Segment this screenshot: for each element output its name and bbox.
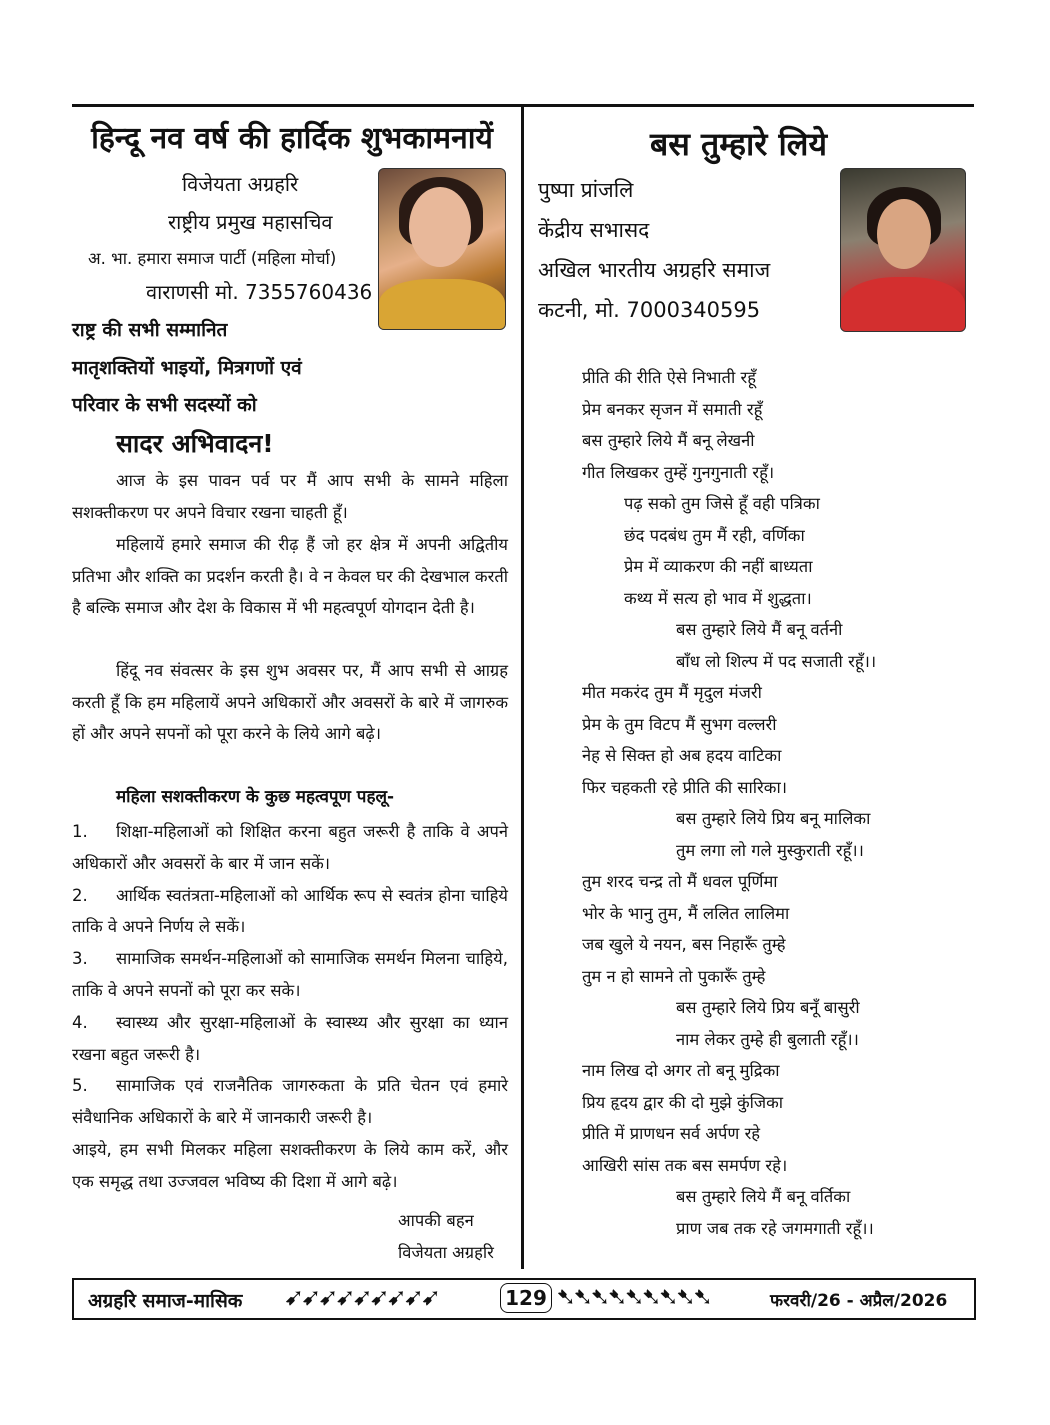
poem-line: मीत मकरंद तुम मैं मृदुल मंजरी [582, 683, 762, 702]
poem-line: तुम शरद चन्द्र तो मैं धवल पूर्णिमा [582, 872, 778, 891]
paragraph: हिंदू नव संवत्सर के इस शुभ अवसर पर, मैं आप सभी से आग्रह करती हूँ कि हम महिलायें अपने अधिकारों और अवसरों के बारे में जागरुक हों और अपने सपनों को पूरा करने के लिये आगे बढ़े। [72, 661, 508, 743]
poem-line: जब खुले ये नयन, बस निहारूँ तुम्हे [582, 935, 786, 954]
poem-line: छंद पदबंध तुम मैं रही, वर्णिका [624, 525, 805, 545]
right-author-role: केंद्रीय सभासद [538, 218, 650, 242]
greeting-line: परिवार के सभी सदस्यों को [72, 394, 257, 416]
left-article-title: हिन्दू नव वर्ष की हार्दिक शुभकामनायें [91, 121, 493, 156]
column-divider [521, 104, 524, 1269]
left-author-role: राष्ट्रीय प्रमुख महासचिव [168, 210, 333, 234]
greeting-line: मातृशक्तियों भाइयों, मित्रगणों एवं [72, 357, 302, 379]
sign-off: आपकी बहन [398, 1211, 474, 1230]
right-author-org: अखिल भारतीय अग्रहरि समाज [538, 258, 771, 282]
left-author-contact: वाराणसी मो. 7355760436 [146, 280, 373, 304]
right-author-name: पुष्पा प्रांजलि [538, 178, 634, 202]
list-item: 3. सामाजिक समर्थन-महिलाओं को सामाजिक समर्थन मिलना चाहिये, ताकि वे अपने सपनों को पूरा कर सके। [72, 949, 508, 1000]
left-author-org: अ. भा. हमारा समाज पार्टी (महिला मोर्चा) [88, 249, 337, 268]
list-item: 4. स्वास्थ्य और सुरक्षा-महिलाओं के स्वास्थ्य और सुरक्षा का ध्यान रखना बहुत जरूरी है। [72, 1012, 508, 1064]
poem-line: नाम लिख दो अगर तो बनू मुद्रिका [582, 1061, 780, 1080]
right-article-title: बस तुम्हारे लिये [650, 125, 828, 163]
poem-line: प्रिय हृदय द्वार की दो मुझे कुंजिका [582, 1092, 784, 1112]
author-photo-right [840, 168, 966, 332]
poem-line: प्रेम के तुम विटप मैं सुभग वल्लरी [582, 714, 777, 734]
paragraph: महिलायें हमारे समाज की रीढ़ हैं जो हर क्षेत्र में अपनी अद्वितीय प्रतिभा और शक्ति का प्रदर्शन करती है। वे न केवल घर की देखभाल करती है बल्कि समाज और देश के विकास में भी महत्वपूर्ण योगदान देती है। [72, 535, 508, 617]
poem-line: नाम लेकर तुम्हे ही बुलाती रहूँ।। [676, 1029, 859, 1049]
poem-line: पढ़ सको तुम जिसे हूँ वही पत्रिका [624, 494, 820, 513]
left-author-name: विजेयता अग्रहरि [182, 172, 299, 196]
poem-line: कथ्य में सत्य हो भाव में शुद्धता। [624, 588, 812, 608]
poem-line: भोर के भानु तुम, मैं ललित लालिमा [582, 903, 790, 923]
poem-line: तुम न हो सामने तो पुकारूँ तुम्हे [582, 966, 766, 986]
list-item: 5. सामाजिक एवं राजनैतिक जागरुकता के प्रति चेतन एवं हमारे संवैधानिक अधिकारों के बारे में जानकारी जरूरी है। [72, 1076, 508, 1128]
page-footer [72, 1278, 976, 1320]
greeting-line: राष्ट्र की सभी सम्मानित [72, 319, 228, 341]
paragraph: आज के इस पावन पर्व पर मैं आप सभी के सामने महिला सशक्तीकरण पर अपने विचार रखना चाहती हूँ। [72, 471, 508, 522]
salutation: सादर अभिवादन! [116, 429, 274, 458]
points-heading: महिला सशक्तीकरण के कुछ महत्वपूण पहलू- [116, 787, 395, 807]
list-item: 1. शिक्षा-महिलाओं को शिक्षित करना बहुत जरूरी है ताकि वे अपने अधिकारों और अवसरों के बार में जान सकें। [72, 822, 508, 873]
closing-paragraph: आइये, हम सभी मिलकर महिला सशक्तीकरण के लिये काम करें, और एक समृद्ध तथा उज्जवल भविष्य की दिशा में आगे बढ़े। [72, 1140, 508, 1191]
poem-line: तुम लगा लो गले मुस्कुराती रहूँ।। [676, 840, 864, 860]
poem-line: बाँध लो शिल्प में पद सजाती रहूँ।। [676, 651, 877, 671]
page-number: 129 [500, 1283, 552, 1313]
ornament-arrows-icon: ➷➷➷➷➷➷➷➷➷ [556, 1283, 710, 1311]
poem [582, 362, 876, 1244]
poem-line: प्रीति में प्राणधन सर्व अर्पण रहे [582, 1124, 761, 1143]
poem-line: प्रेम में व्याकरण की नहीं बाध्यता [624, 557, 813, 576]
poem-line: गीत लिखकर तुम्हें गुनगुनाती रहूँ। [582, 462, 775, 482]
poem-line: प्रेम बनकर सृजन में समाती रहूँ [582, 399, 763, 419]
poem-line: आखिरी सांस तक बस समर्पण रहे। [582, 1155, 788, 1175]
issue-date: फरवरी/26 - अप्रैल/2026 [770, 1291, 948, 1311]
poem-line: प्रीति की रीति ऐसे निभाती रहूँ [582, 368, 756, 387]
poem-line: बस तुम्हारे लिये मैं बनू लेखनी [582, 431, 755, 450]
magazine-name: अग्रहरि समाज-मासिक [88, 1290, 243, 1312]
right-author-contact: कटनी, मो. 7000340595 [538, 298, 761, 322]
points-list [72, 816, 508, 1134]
poem-line: नेह से सिक्त हो अब हदय वाटिका [582, 746, 782, 765]
poem-line: फिर चहकती रहे प्रीति की सारिका। [582, 777, 788, 797]
poem-line: बस तुम्हारे लिये मैं बनू वर्तनी [676, 620, 843, 639]
sign-name: विजेयता अग्रहरि [398, 1243, 494, 1262]
ornament-arrows-icon: ➹➹➹➹➹➹➹➹➹ [284, 1283, 438, 1311]
poem-line: बस तुम्हारे लिये मैं बनू वर्तिका [676, 1187, 851, 1206]
author-photo-left [378, 168, 506, 330]
list-item: 2. आर्थिक स्वतंत्रता-महिलाओं को आर्थिक रूप से स्वतंत्र होना चाहिये ताकि वे अपने निर्णय ले सकें। [72, 885, 508, 937]
poem-line: प्राण जब तक रहे जगमगाती रहूँ।। [676, 1218, 874, 1238]
poem-line: बस तुम्हारे लिये प्रिय बनू मालिका [676, 809, 871, 828]
poem-line: बस तुम्हारे लिये प्रिय बनूँ बासुरी [676, 998, 860, 1017]
